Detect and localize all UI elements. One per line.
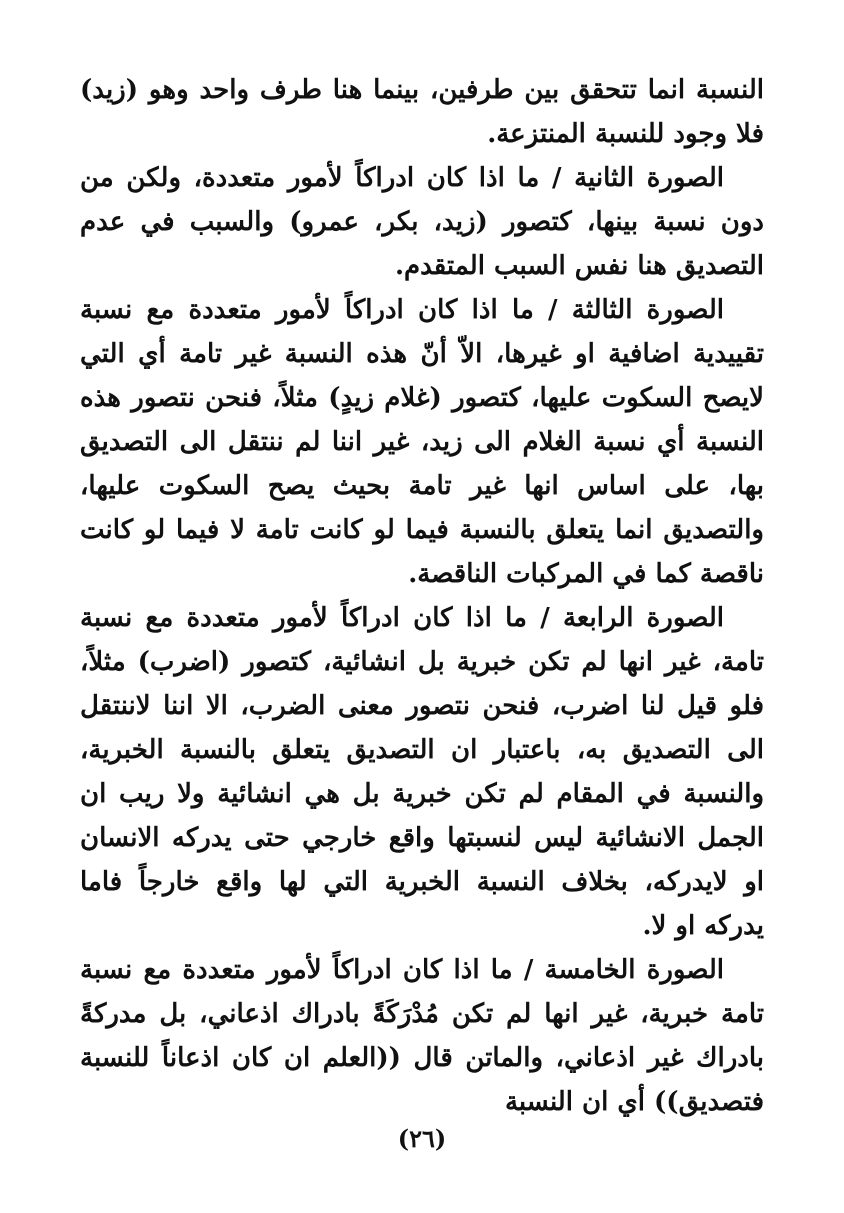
page-number: (٢٦) bbox=[397, 1124, 447, 1153]
paragraph-fourth-form: الصورة الرابعة / ما اذا كان ادراكاً لأمور متعددة مع نسبة تامة، غير انها لم تكن خبرية بل انشائية، كتصور (اضرب) مثلاً، فلو قيل لنا اضرب، فنحن نتصور معنى الضرب، الا اننا لاننتقل الى التصديق به، باعتبار ان التصديق يتعلق بالنسبة الخبرية، والنسبة في المقام لم تكن خبرية بل هي انشائية ولا ريب ان الجمل الانشائية ليس لنسبتها واقع خارجي حتى يدركه الانسان او لايدركه، بخلاف النسبة الخبرية التي لها واقع خارجاً فاما يدركه او لا. bbox=[80, 603, 764, 941]
paragraph-continuation: النسبة انما تتحقق بين طرفين، بينما هنا طرف واحد وهو (زيد) فلا وجود للنسبة المنتزعة. bbox=[80, 75, 764, 149]
paragraph-third-form: الصورة الثالثة / ما اذا كان ادراكاً لأمور متعددة مع نسبة تقييدية اضافية او غيرها، الاّ أنّ هذه النسبة غير تامة أي التي لايصح السكوت عليها، كتصور (غلام زيدٍ) مثلاً، فنحن نتصور هذه النسبة أي نسبة الغلام الى زيد، غير اننا لم ننتقل الى التصديق بها، على اساس انها غير تامة بحيث يصح السكوت عليها، والتصديق انما يتعلق بالنسبة فيما لو كانت تامة لا فيما لو كانت ناقصة كما في المركبات الناقصة. bbox=[80, 295, 764, 589]
page-text-body bbox=[80, 68, 764, 1117]
paragraph-fifth-form: الصورة الخامسة / ما اذا كان ادراكاً لأمور متعددة مع نسبة تامة خبرية، غير انها لم تكن مُدْرَكَةً بادراك اذعاني، بل مدركةً بادراك غير اذعاني، والماتن قال ((العلم ان كان اذعاناً للنسبة فتصديق)) أي ان النسبة bbox=[80, 955, 764, 1117]
paragraph-second-form: الصورة الثانية / ما اذا كان ادراكاً لأمور متعددة، ولكن من دون نسبة بينها، كتصور (زيد، بكر، عمرو) والسبب في عدم التصديق هنا نفس السبب المتقدم. bbox=[80, 163, 764, 281]
